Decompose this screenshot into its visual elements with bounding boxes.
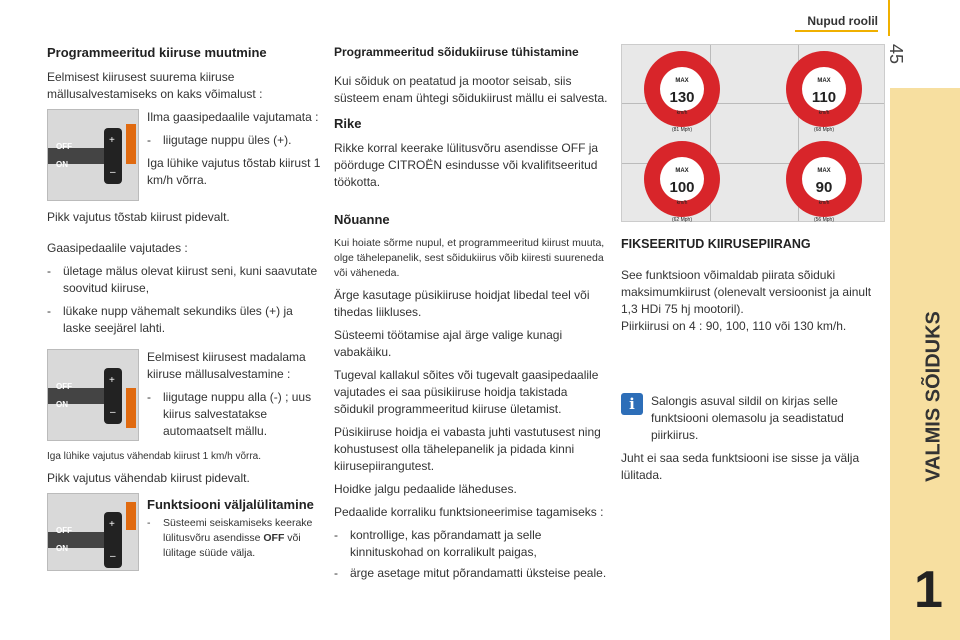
page-number: 45 <box>886 44 906 65</box>
info-icon: i <box>621 393 643 415</box>
header-title: Nupud roolil <box>807 14 878 28</box>
arrow-down-icon <box>126 388 136 428</box>
paragraph: Pedaalide korraliku funktsioneerimise tagamiseks : <box>334 505 604 519</box>
section-heading: FIKSEERITUD KIIRUSEPIIRANG <box>621 237 811 251</box>
paragraph: Gaasipedaalile vajutades : <box>47 241 188 255</box>
instruction-block-down: OFF ON + – Eelmisest kiirusest madalama kiiruse mällusalvestamine : - liigutage nuppu alla (-) ; uus kiirus salvestatakse automaatselt mällu. <box>47 349 322 441</box>
paragraph: Juht ei saa seda funktsiooni ise sisse ja välja lülitada. <box>621 451 860 482</box>
arrow-up-icon <box>126 124 136 164</box>
paragraph: Tugeval kallakul sõites või tugevalt gaasipedaalile vajutades ei saa püsikiiruse hoidja takistada sõidukil programmeeritud kiiruse ületamist. <box>334 368 599 416</box>
stalk-up-illustration: OFF ON + – <box>47 109 139 201</box>
subsection-heading: Nõuanne <box>334 212 390 227</box>
list-item: ärge asetage mitut põrandamatti üksteise peale. <box>350 566 607 580</box>
paragraph: Salongis asuval sildil on kirjas selle funktsiooni olemasolu ja seadistatud piirkiirus. <box>651 394 844 442</box>
paragraph: Eelmisest kiirusest suurema kiiruse mällusalvestamiseks on kaks võimalust : <box>47 70 263 101</box>
stalk-down-illustration: OFF ON + – <box>47 349 139 441</box>
paragraph: Pikk vajutus vähendab kiirust pidevalt. <box>47 471 250 485</box>
arrow-rotate-icon <box>126 502 136 530</box>
paragraph: Eelmisest kiirusest madalama kiiruse mällusalvestamine : <box>147 350 306 381</box>
info-note <box>621 393 886 484</box>
paragraph: Ilma gaasipedaalile vajutamata : <box>147 110 319 124</box>
subsection-heading: Funktsiooni väljalülitamine <box>147 497 314 512</box>
instruction-block-off: OFF ON + – Funktsiooni väljalülitamine - Süsteemi seiskamiseks keerake lülitusvõru asendisse OFF või lülitage süüde välja. <box>47 493 322 571</box>
chapter-title: VALMIS SÕIDUKS <box>922 311 945 482</box>
section-heading: Programmeeritud kiiruse muutmine <box>47 45 267 60</box>
header-divider <box>888 0 890 36</box>
paragraph: See funktsioon võimaldab piirata sõiduki maksimumkiirust (olenevalt versioonist ja ainult 1,3 HDi 75 hj mootoril). <box>621 268 872 316</box>
list-item: liigutage nuppu alla (-) ; uus kiirus salvestatakse automaatselt mällu. <box>163 390 312 438</box>
chapter-number: 1 <box>914 561 943 619</box>
paragraph: Hoidke jalgu pedaalide läheduses. <box>334 482 517 496</box>
speed-limit-labels-image <box>621 44 885 222</box>
list-item: kontrollige, kas põrandamatt ja selle kinnituskohad on korralikult paigas, <box>350 528 542 559</box>
list-item: ületage mälus olevat kiirust seni, kuni saavutate soovitud kiiruse, <box>63 264 318 295</box>
paragraph: Kui sõiduk on peatatud ja mootor seisab, siis süsteem enam ühtegi sõidukiirust mällu ei salvesta. <box>334 74 608 105</box>
paragraph: Pikk vajutus tõstab kiirust pidevalt. <box>47 210 230 224</box>
stalk-off-illustration: OFF ON + – <box>47 493 139 571</box>
paragraph: Kui hoiate sõrme nupul, et programmeeritud kiirust muuta, olge tähelepanelik, sest sõidukiirus võib kiiresti suureneda või väheneda. <box>334 237 605 279</box>
paragraph: Piirkiirusi on 4 : 90, 100, 110 või 130 km/h. <box>621 319 847 333</box>
instruction-block-up: OFF ON + – Ilma gaasipedaalile vajutamata : - liigutage nuppu üles (+). Iga lühike vajutus tõstab kiirust 1 km/h võrra. <box>47 109 322 201</box>
paragraph: Rikke korral keerake lülitusvõru asendisse OFF ja pöörduge CITROËN esindusse või kvalifitseeritud töökotta. <box>334 141 599 189</box>
paragraph: Püsikiiruse hoidja ei vabasta juhti vastutusest ning kohustusest olla tähelepanelik ja pidada kinni kiirusepiirangutest. <box>334 425 601 473</box>
paragraph: Süsteemi töötamise ajal ärge valige kunagi vabakäiku. <box>334 328 563 359</box>
section-heading: Programmeeritud sõidukiiruse tühistamine <box>334 45 579 59</box>
paragraph: Iga lühike vajutus tõstab kiirust 1 km/h võrra. <box>147 156 321 187</box>
list-item: liigutage nuppu üles (+). <box>163 133 292 147</box>
speed-badge: MAX 100 km/h (62 Mph) <box>644 141 720 217</box>
list-item: Süsteemi seiskamiseks keerake lülitusvõru asendisse OFF või lülitage süüde välja. <box>163 517 313 559</box>
header-rule <box>795 30 878 32</box>
speed-badge: MAX 130 km/h (81 Mph) <box>644 51 720 127</box>
speed-badge: MAX 110 km/h (68 Mph) <box>786 51 862 127</box>
column-speed-change: Programmeeritud kiiruse muutmine Eelmisest kiirusest suurema kiiruse mällusalvestamiseks on kaks võimalust : OFF ON + – Ilma gaasipedaalile vajutamata : - liigutage nuppu üles (+). Iga lühike vajutus tõstab kiirust 1 km/h võrra. Pikk vajutus tõstab kiirust pidevalt. Gaasipedaalile vajutades : - ületage mälus olevat kiirust seni, kuni saavutate soovitud kiiruse, - lükake nupp vähemalt sekundiks üles (+) ja laske seejärel lahti. OFF ON + – Eelmisest kiirusest madalama kiiruse mällusalvestamine : - liigutage nuppu alla (-) ; uus kiirus salvestatakse automaatselt mällu. Iga lühike vajutus vähendab kiirust 1 km/h võrra. Pikk vajutus vähendab kiirust pidevalt. OFF ON + – Funktsiooni väljalülitamine - Süsteemi seiskamiseks keerake lülitusvõru asendisse OFF või lülitage süüde välja. <box>47 44 322 579</box>
subsection-heading: Rike <box>334 116 362 131</box>
column-cancel-speed: Programmeeritud sõidukiiruse tühistamine Kui sõiduk on peatatud ja mootor seisab, siis süsteem enam ühtegi sõidukiirust mällu ei salvesta. Rike Rikke korral keerake lülitusvõru asendisse OFF ja pöörduge CITROËN esindusse või kvalifitseeritud töökotta. Nõuanne Kui hoiate sõrme nupul, et programmeeritud kiirust muuta, olge tähelepanelik, sest sõidukiirus võib kiiresti suureneda või väheneda. Ärge kasutage püsikiiruse hoidjat libedal teel või tihedas liikluses. Süsteemi töötamise ajal ärge valige kunagi vabakäiku. Tugeval kallakul sõites või tugevalt gaasipedaalile vajutades ei saa püsikiiruse hoidja takistada sõidukil programmeeritud kiiruse ületamist. Püsikiiruse hoidja ei vabasta juhti vastutusest ning kohustusest olla tähelepanelik ja pidada kinni kiirusepiirangutest. Hoidke jalgu pedaalide läheduses. Pedaalide korraliku funktsioneerimise tagamiseks : - kontrollige, kas põrandamatt ja selle kinnituskohad on korralikult paigas, - ärge asetage mitut põrandamatti üksteise peale. <box>334 45 608 580</box>
paragraph: Iga lühike vajutus vähendab kiirust 1 km/h võrra. <box>47 451 261 462</box>
list-item: lükake nupp vähemalt sekundiks üles (+) ja laske seejärel lahti. <box>63 304 293 335</box>
paragraph: Ärge kasutage püsikiiruse hoidjat libedal teel või tihedas liikluses. <box>334 288 590 319</box>
speed-badge: MAX 90 km/h (56 Mph) <box>786 141 862 217</box>
column-fixed-limit <box>621 44 886 490</box>
